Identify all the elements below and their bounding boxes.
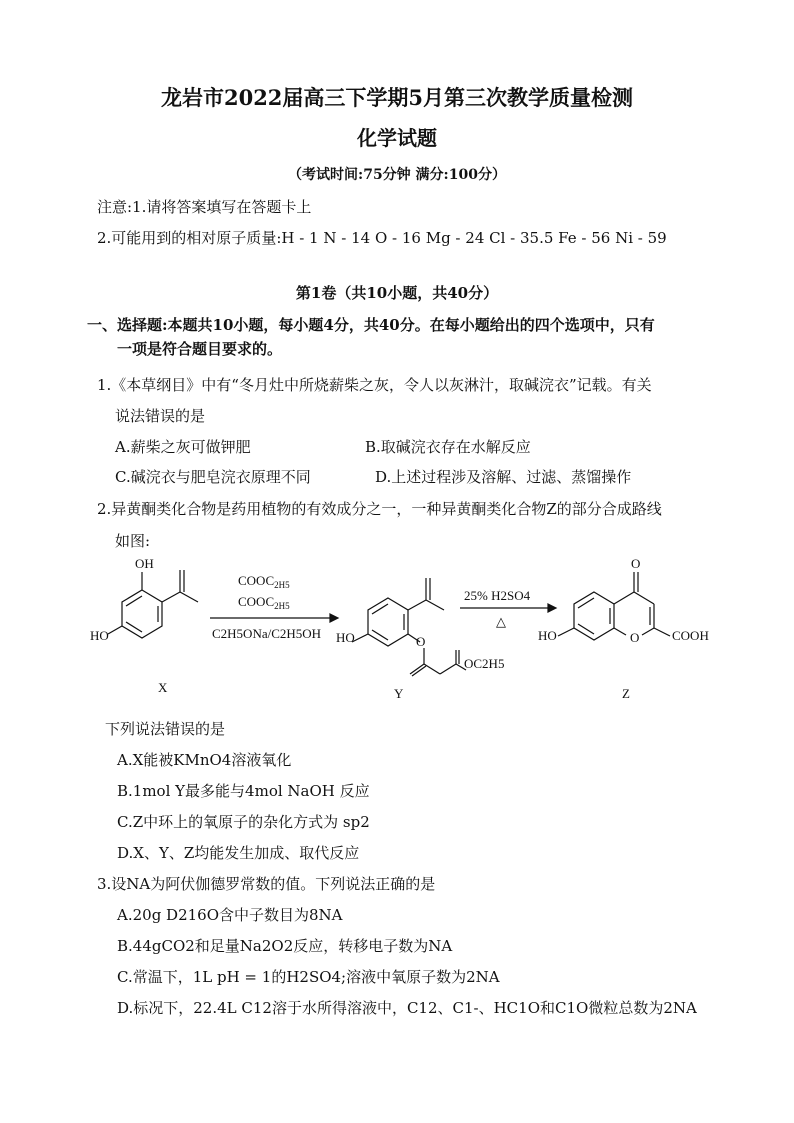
compound-z-structure [558,572,670,640]
page-subtitle: 化学试题 [357,126,437,150]
z-ring-o: O [630,630,640,645]
q2-prompt: 下列说法错误的是 [105,720,226,738]
z-carbonyl-o: O [631,556,641,571]
label-z: Z [622,686,630,701]
q3-option-d: D.标况下，22.4L C12溶于水所得溶液中，C12、C1-、HC1O和C1O微粒总数为2NA [117,999,697,1017]
compound-y-structure [352,578,466,676]
q2-option-d: D.X、Y、Z均能发生加成、取代反应 [117,844,360,862]
reaction-condition-1: C2H5ONa/C2H5OH [212,626,322,641]
note-2: 2.可能用到的相对原子质量:H - 1 N - 14 O - 16 Mg - 24 Cl - 35.5 Fe - 56 Ni - 59 [97,229,667,247]
exam-info: （考试时间:75分钟 满分:100分） [288,167,506,183]
label-x: X [158,680,168,695]
q1-stem-line1: 1.《本草纲目》中有“冬月灶中所烧薪柴之灰，令人以灰淋汁，取碱浣衣”记载。有关 [97,376,652,394]
q1-option-d: D.上述过程涉及溶解、过滤、蒸馏操作 [375,468,632,486]
heat-symbol: △ [496,614,506,629]
q3-option-b: B.44gCO2和足量Na2O2反应，转移电子数为NA [117,937,453,955]
x-oh-label: OH [135,556,154,571]
q3-option-a: A.20g D216O含中子数目为8NA [117,906,343,924]
q1-option-b: B.取碱浣衣存在水解反应 [365,438,531,456]
z-ho-label: HO [538,628,557,643]
compound-x-structure [108,570,198,638]
q2-stem-line1: 2.异黄酮类化合物是药用植物的有效成分之一，一种异黄酮类化合物Z的部分合成路线 [97,500,662,518]
label-y: Y [394,686,404,701]
q3-stem: 3.设NA为阿伏伽德罗常数的值。下列说法正确的是 [97,875,436,893]
page-title: 龙岩市2022届高三下学期5月第三次教学质量检测 [160,85,634,110]
x-ho-label: HO [90,628,109,643]
q1-stem-line2: 说法错误的是 [115,407,206,425]
q2-option-b: B.1mol Y最多能与4mol NaOH 反应 [117,782,370,800]
q2-stem-line2: 如图: [115,532,151,550]
q3-option-c: C.常温下，1L pH = 1的H2SO4;溶液中氧原子数为2NA [117,968,500,986]
q2-option-c: C.Z中环上的氧原子的杂化方式为 sp2 [117,813,370,831]
synthesis-scheme [80,550,730,710]
q1-option-c: C.碱浣衣与肥皂浣衣原理不同 [115,468,311,486]
q2-option-a: A.X能被KMnO4溶液氧化 [117,751,292,769]
volume-title: 第1卷（共10小题，共40分） [295,284,499,302]
z-cooh-label: COOH [672,628,709,643]
section-heading-line1: 一、选择题:本题共10小题，每小题4分，共40分。在每小题给出的四个选项中，只有 [87,316,655,334]
reagent-cooet-1: $COOC_{2H5}$ [238,573,290,590]
y-o-label: O [416,634,426,649]
section-heading-line2: 一项是符合题目要求的。 [117,340,283,358]
note-1: 注意:1.请将答案填写在答题卡上 [97,198,312,216]
reaction-condition-2: 25% H2SO4 [464,588,531,603]
q1-option-a: A.薪柴之灰可做钾肥 [115,438,251,456]
y-oc2h5-label: OC2H5 [464,656,505,671]
reagent-cooet-2: $COOC_{2H5}$ [238,594,290,611]
y-ho-label: HO [336,630,355,645]
